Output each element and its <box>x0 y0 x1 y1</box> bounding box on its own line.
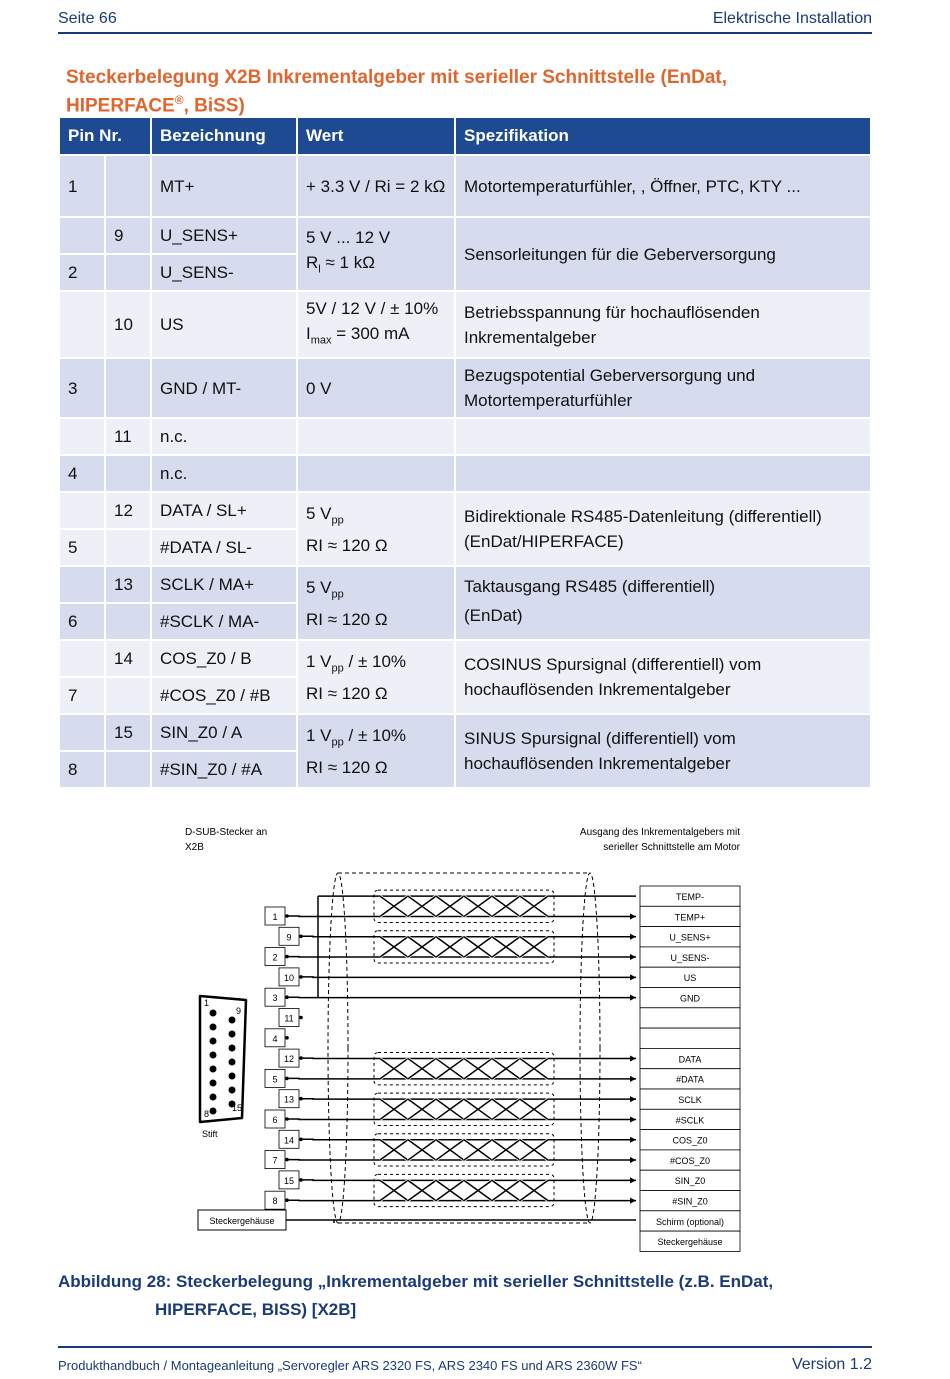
pin-box <box>265 1110 289 1128</box>
dsub-label-15: 15 <box>232 1103 243 1113</box>
table-row <box>60 493 870 528</box>
wire-arrow <box>630 974 636 980</box>
dsub-connector <box>200 996 246 1139</box>
name-cell: #SIN_Z0 / #A <box>152 752 296 787</box>
right-caption-2: serieller Schnittstelle am Motor <box>603 842 740 853</box>
wire-arrow <box>630 1076 636 1082</box>
signal-label: SCLK <box>678 1095 702 1105</box>
pin2-cell: 10 <box>106 292 150 357</box>
wire-arrow <box>630 1116 636 1122</box>
table-row <box>60 641 870 676</box>
pin-box <box>279 927 303 945</box>
pin-cell: 8 <box>60 752 104 787</box>
name-cell: GND / MT- <box>152 359 296 417</box>
pin2-cell: 9 <box>106 218 150 253</box>
table-row <box>60 359 870 417</box>
wire-arrow <box>630 1056 636 1062</box>
wert-cell: + 3.3 V / Ri = 2 kΩ <box>298 156 454 216</box>
wert-cell: 0 V <box>298 359 454 417</box>
signal-label: U_SENS- <box>670 952 710 963</box>
pin-box-label: 3 <box>272 993 278 1004</box>
section-title: Elektrische Installation <box>712 10 872 27</box>
signal-label-box <box>640 1150 740 1170</box>
wert-cell <box>298 456 454 491</box>
dsub-label-9: 9 <box>236 1006 242 1016</box>
signal-label: Steckergehäuse <box>657 1237 723 1248</box>
signal-label-box <box>640 1211 740 1231</box>
name-cell: #COS_Z0 / #B <box>152 678 296 713</box>
wert-cell: 5 $V_{pp}$ RI ≈ 120 Ω <box>298 567 454 639</box>
figure-caption: Abbildung 28: Steckerbelegung „Inkrementalgeber mit serieller Schnittstelle (z.B. EnDat, HIPERFACE, BISS) [X2B] <box>58 1272 774 1319</box>
pin-cell <box>60 218 104 253</box>
pin-box <box>279 968 303 986</box>
wert-cell: 5V / 12 V / ± 10% $I_{max} = 300$ mA <box>298 292 454 357</box>
pin-box <box>265 1069 289 1087</box>
signal-label: COS_Z0 <box>672 1135 708 1146</box>
pin2-cell <box>106 255 150 290</box>
signal-label: Schirm (optional) <box>655 1216 725 1227</box>
signal-label-box <box>640 988 740 1008</box>
signal-label: DATA <box>678 1054 702 1065</box>
wire-arrow <box>630 995 636 1001</box>
pin-cell <box>60 493 104 528</box>
pin-cell: 6 <box>60 604 104 639</box>
spec-cell: COSINUS Spursignal (differentiell) vom hochauflösenden Inkrementalgeber <box>456 641 870 713</box>
pin-box-label: 11 <box>284 1013 294 1024</box>
table-row <box>60 456 870 491</box>
signal-label: TEMP- <box>676 892 704 902</box>
pin-cell <box>60 715 104 750</box>
pin-box-label: 8 <box>272 1196 278 1207</box>
wire-arrow <box>630 1096 636 1102</box>
table-row <box>60 156 870 216</box>
signal-label: TEMP+ <box>674 912 706 923</box>
pin-cell: 2 <box>60 255 104 290</box>
pin-box-label: 12 <box>283 1054 295 1065</box>
signal-label-box <box>640 1170 740 1190</box>
col-header-pin: Pin Nr. <box>60 118 150 154</box>
name-cell: n.c. <box>152 419 296 454</box>
signal-label-box <box>640 1008 740 1028</box>
pin-cell <box>60 419 104 454</box>
wert-cell: 1 $V_{pp}$ / ± 10% RI ≈ 120 Ω <box>298 641 454 713</box>
wire-arrow <box>630 913 636 919</box>
wire-arrow <box>630 954 636 960</box>
pin-box <box>279 1171 303 1189</box>
pin-cell: 5 <box>60 530 104 565</box>
pin2-cell <box>106 604 150 639</box>
pin-cell <box>60 567 104 602</box>
pin-box-label: 5 <box>272 1074 278 1085</box>
wire-arrow <box>630 1198 636 1204</box>
name-cell: MT+ <box>152 156 296 216</box>
section-heading: Steckerbelegung X2B Inkrementalgeber mit serieller Schnittstelle (EnDat, HIPERFACE®, BiSS) <box>66 67 727 117</box>
left-caption-2: X2B <box>185 842 204 853</box>
right-caption-1: Ausgang des Inkrementalgebers mit <box>579 827 740 838</box>
pin-box <box>265 907 289 925</box>
pin-cell: 4 <box>60 456 104 491</box>
pin-cell <box>60 292 104 357</box>
table-row <box>60 292 870 357</box>
spec-cell: Bezugspotential Geberversorgung und Motortemperaturfühler <box>456 359 870 417</box>
name-cell: n.c. <box>152 456 296 491</box>
name-cell: U_SENS+ <box>152 218 296 253</box>
name-cell: #DATA / SL- <box>152 530 296 565</box>
pin2-cell <box>106 678 150 713</box>
pin2-cell: 13 <box>106 567 150 602</box>
signal-label: GND <box>680 993 700 1004</box>
twisted-pair <box>374 1053 554 1085</box>
pin-box-label: 10 <box>283 972 295 983</box>
signal-label: SIN_Z0 <box>674 1176 706 1187</box>
pin-box-label: 15 <box>283 1175 295 1186</box>
pin2-cell: 15 <box>106 715 150 750</box>
cable-shield <box>328 873 600 1223</box>
name-cell: U_SENS- <box>152 255 296 290</box>
spec-cell: Taktausgang RS485 (differentiell) (EnDat) <box>456 567 870 639</box>
signal-label-box <box>640 927 740 947</box>
name-cell: SIN_Z0 / A <box>152 715 296 750</box>
table-header-row <box>60 118 870 154</box>
spec-cell: Motortemperaturfühler, , Öffner, PTC, KTY ... <box>456 156 870 216</box>
pin-cell <box>60 641 104 676</box>
pin2-cell <box>106 456 150 491</box>
pin2-cell <box>106 156 150 216</box>
signal-label-box <box>640 1069 740 1089</box>
signal-label-box <box>640 1130 740 1150</box>
signal-label-box <box>640 1048 740 1068</box>
twisted-pair <box>374 1093 554 1125</box>
signal-label-box <box>640 1109 740 1129</box>
wiring-diagram <box>180 818 760 1258</box>
pin2-cell <box>106 359 150 417</box>
table-row <box>60 715 870 750</box>
signal-label-box <box>640 947 740 967</box>
wert-cell: 5 $V_{pp}$ RI ≈ 120 Ω <box>298 493 454 565</box>
pin2-cell: 14 <box>106 641 150 676</box>
signal-label: US <box>683 973 697 984</box>
twisted-pair <box>374 890 554 922</box>
signal-label-box <box>640 1191 740 1211</box>
name-cell: SCLK / MA+ <box>152 567 296 602</box>
spec-cell: Bidirektionale RS485-Datenleitung (differentiell) (EnDat/HIPERFACE) <box>456 493 870 565</box>
twisted-pair <box>374 1174 554 1206</box>
pin2-cell <box>106 752 150 787</box>
dsub-label-8: 8 <box>204 1109 210 1119</box>
spec-cell <box>456 456 870 491</box>
pin-box <box>279 1090 303 1108</box>
signal-label-box <box>640 967 740 987</box>
signal-label: #DATA <box>676 1074 704 1085</box>
dsub-label-1: 1 <box>204 998 210 1008</box>
spec-cell: Sensorleitungen für die Geberversorgung <box>456 218 870 290</box>
table-row <box>60 419 870 454</box>
table-row <box>60 567 870 602</box>
left-caption-1: D-SUB-Stecker an <box>185 827 268 838</box>
signal-label: #SCLK <box>675 1115 705 1126</box>
pin-box <box>279 1009 303 1027</box>
name-cell: COS_Z0 / B <box>152 641 296 676</box>
wire-arrow <box>630 1137 636 1143</box>
signal-label: #COS_Z0 <box>669 1155 711 1166</box>
pin-box-label: 1 <box>272 912 278 922</box>
wert-cell: 1 $V_{pp}$ / ± 10% RI ≈ 120 Ω <box>298 715 454 787</box>
pin-box <box>265 948 289 966</box>
pin-box-label: 4 <box>272 1033 278 1044</box>
col-header-wert: Wert <box>298 118 454 154</box>
pin-box-label: 14 <box>283 1135 295 1146</box>
wert-cell <box>298 419 454 454</box>
signal-label-box <box>640 886 740 906</box>
pin-boxes <box>265 907 303 1209</box>
pin-box <box>279 1130 303 1148</box>
pin2-cell: 11 <box>106 419 150 454</box>
wert-cell: 5 V ... 12 V $R_l \approx 1$ kΩ <box>298 218 454 290</box>
footer-document: Produkthandbuch / Montageanleitung „Servoregler ARS 2320 FS, ARS 2340 FS und ARS 2360W FS“ <box>58 1358 642 1373</box>
signal-label: #SIN_Z0 <box>672 1196 708 1207</box>
page-footer <box>58 1346 872 1373</box>
wire-arrow <box>630 1157 636 1163</box>
col-header-bezeichnung: Bezeichnung <box>152 118 296 154</box>
housing-left-label: Steckergehäuse <box>209 1216 275 1226</box>
signal-label-box <box>640 906 740 926</box>
pin-box <box>265 1029 289 1047</box>
twisted-pair <box>374 1134 554 1166</box>
pin-cell: 7 <box>60 678 104 713</box>
name-cell: DATA / SL+ <box>152 493 296 528</box>
pin-box <box>265 1151 289 1169</box>
pin-box <box>265 1191 289 1209</box>
name-cell: #SCLK / MA- <box>152 604 296 639</box>
spec-cell <box>456 419 870 454</box>
pin-box-label: 6 <box>272 1115 278 1125</box>
pin-box-label: 13 <box>283 1094 295 1105</box>
pin-box-label: 2 <box>272 952 278 963</box>
signal-label-box <box>640 1028 740 1048</box>
right-label-column <box>640 886 740 1251</box>
pin-table <box>58 116 872 789</box>
signal-label-box <box>640 1231 740 1251</box>
pin2-cell: 12 <box>106 493 150 528</box>
pin-box-label: 9 <box>286 932 292 943</box>
pin-box <box>279 1049 303 1067</box>
wire-arrow <box>630 1177 636 1183</box>
pin-box <box>265 988 289 1006</box>
pin2-cell <box>106 530 150 565</box>
dsub-stift-label: Stift <box>202 1129 218 1139</box>
footer-version: Version 1.2 <box>791 1356 872 1373</box>
pin-cell: 1 <box>60 156 104 216</box>
pin-box-label: 7 <box>272 1155 278 1166</box>
col-header-spezifikation: Spezifikation <box>456 118 870 154</box>
page-number: Seite 66 <box>58 10 117 27</box>
twisted-pair <box>374 931 554 963</box>
signal-label: U_SENS+ <box>669 932 711 943</box>
spec-cell: SINUS Spursignal (differentiell) vom hochauflösenden Inkrementalgeber <box>456 715 870 787</box>
pin-cell: 3 <box>60 359 104 417</box>
table-row <box>60 218 870 253</box>
name-cell: US <box>152 292 296 357</box>
wire-arrow <box>630 934 636 940</box>
spec-cell: Betriebsspannung für hochauflösenden Inkrementalgeber <box>456 292 870 357</box>
wires <box>283 873 636 1223</box>
page-header <box>58 6 872 34</box>
signal-label-box <box>640 1089 740 1109</box>
